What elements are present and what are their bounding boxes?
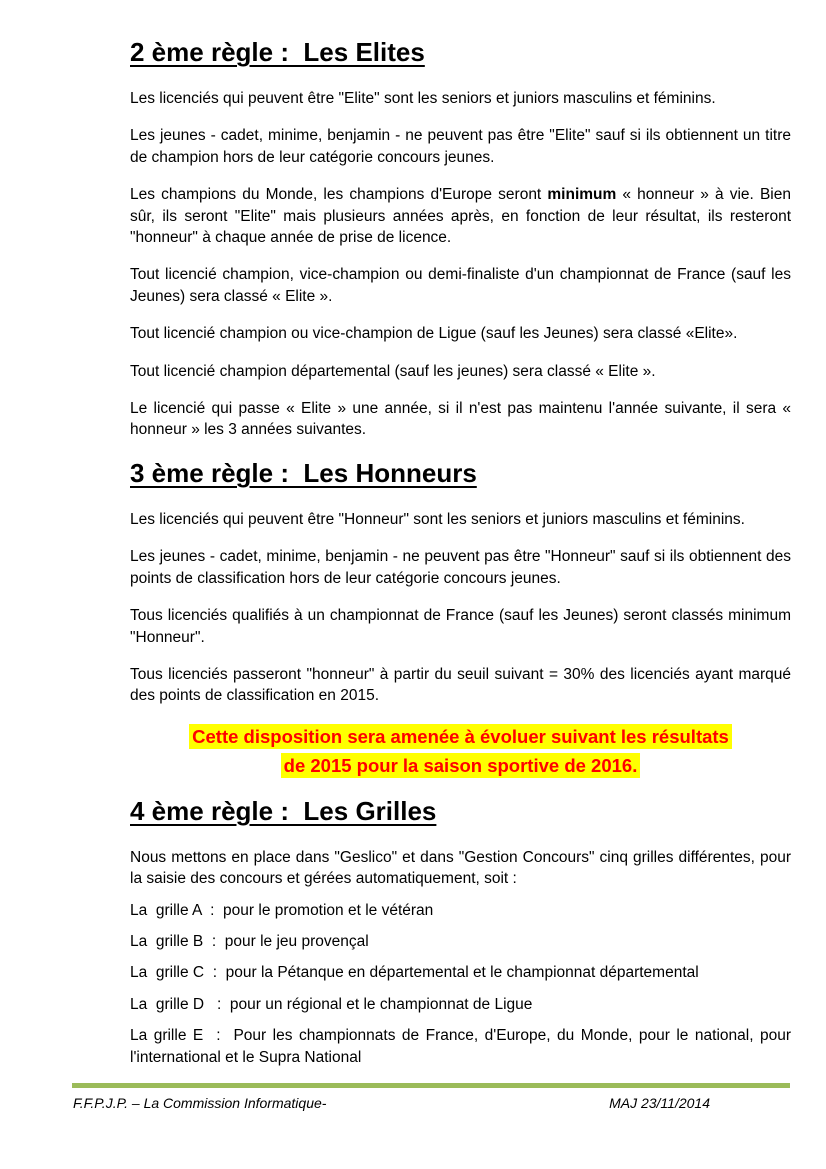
rule2-paragraph-6: Tout licencié champion départemental (sauf les jeunes) sera classé « Elite ». — [130, 362, 656, 380]
rule2-paragraph-1: Les licenciés qui peuvent être "Elite" sont les seniors et juniors masculins et féminins. — [130, 90, 716, 107]
grille-list — [130, 900, 796, 1068]
notice-highlight-text: Cette disposition sera amenée à évoluer suivant les résultats — [189, 724, 732, 749]
footer-update-date: MAJ 23/11/2014 — [609, 1095, 710, 1111]
rule3-paragraph-2: Les jeunes - cadet, minime, benjamin - ne peuvent pas être "Honneur" sauf si ils obtiennent des points de classification hors de leur catégorie concours jeunes. — [130, 548, 796, 587]
rule4-intro-paragraph: Nous mettons en place dans "Geslico" et dans "Gestion Concours" cinq grilles différentes, pour la saisie des concours et gérées automatiquement, soit : — [130, 848, 796, 888]
rule3-paragraph-1: Les licenciés qui peuvent être "Honneur" sont les seniors et juniors masculins et féminins. — [130, 510, 745, 528]
bold-text-run: minimum — [547, 186, 617, 204]
notice-highlight-text: de 2015 pour la saison sportive de 2016. — [281, 753, 641, 778]
footer-divider-rule — [72, 1083, 790, 1088]
document-content — [130, 36, 796, 1068]
rule2-paragraph-3 — [130, 184, 796, 248]
text-run: Les champions du Monde, les champions d'Europe seront — [130, 186, 548, 204]
rule2-paragraph-4: Tout licencié champion, vice-champion ou demi-finaliste d'un championnat de France (sauf les Jeunes) sera classé « Elite ». — [130, 266, 796, 305]
notice-line — [130, 723, 791, 752]
rule4-heading: 4 ème règle : Les Grilles — [130, 795, 437, 826]
grille-item-d: La grille D : pour un régional et le championnat de Ligue — [130, 995, 533, 1013]
rule3-paragraph-4: Tous licenciés passeront "honneur" à partir du seuil suivant = 30% des licenciés ayant marqué des points de classification en 2015. — [130, 665, 796, 705]
rule3-heading: 3 ème règle : Les Honneurs — [130, 457, 477, 488]
footer-organization-text: F.F.P.J.P. – La Commission Informatique- — [73, 1095, 327, 1111]
notice-line — [130, 752, 791, 781]
grille-item-e: La grille E : Pour les championnats de France, d'Europe, du Monde, pour le national, pour l'international et le Supra National — [130, 1027, 796, 1066]
rule2-paragraph-7: Le licencié qui passe « Elite » une année, si il n'est pas maintenu l'année suivante, il sera « honneur » les 3 années suivantes. — [130, 400, 796, 439]
text-run: « honneur » à vie. Bien sûr, ils seront "Elite" mais plusieurs années après, en fonction de leur résultat, ils resteront "honneur" à chaque année de prise de licence. — [130, 186, 796, 247]
rule2-heading: 2 ème règle : Les Elites — [130, 37, 425, 67]
rule3-paragraph-3: Tous licenciés qualifiés à un championnat de France (sauf les Jeunes) seront classés minimum "Honneur". — [130, 607, 796, 646]
rule2-paragraph-5: Tout licencié champion ou vice-champion de Ligue (sauf les Jeunes) sera classé «Elite». — [130, 325, 738, 343]
rule2-paragraph-2: Les jeunes - cadet, minime, benjamin - ne peuvent pas être "Elite" sauf si ils obtiennent un titre de champion hors de leur catégorie concours jeunes. — [130, 127, 796, 166]
notice-banner — [130, 723, 791, 781]
grille-item-b: La grille B : pour le jeu provençal — [130, 932, 369, 950]
page-footer — [73, 1094, 790, 1112]
grille-item-a: La grille A : pour le promotion et le vétéran — [130, 901, 434, 919]
grille-item-c: La grille C : pour la Pétanque en départemental et le championnat départemental — [130, 964, 699, 982]
